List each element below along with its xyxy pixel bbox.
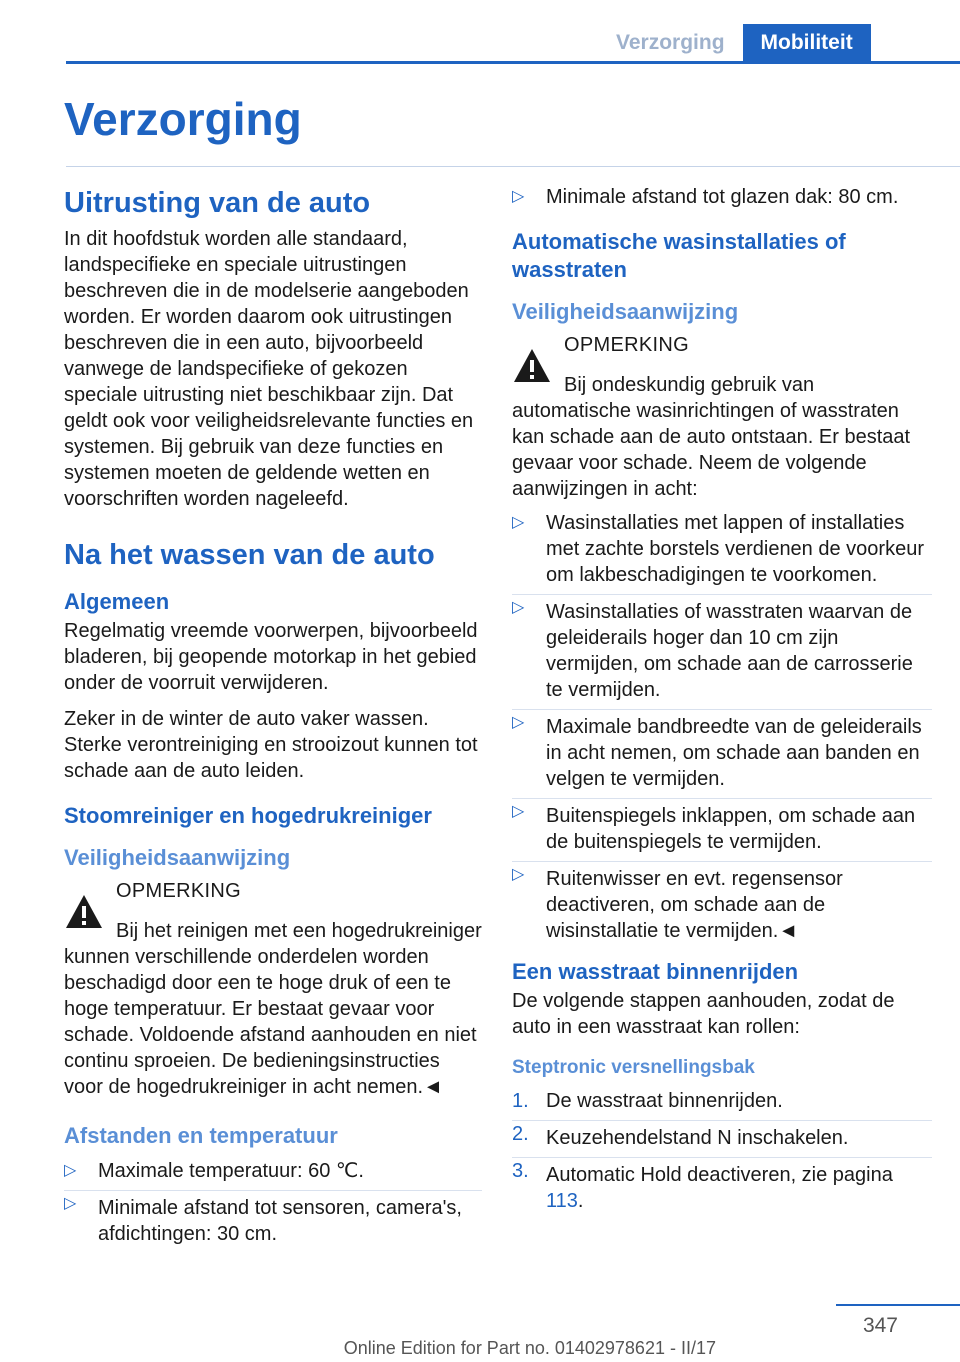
list-item: ▷ Minimale afstand tot sensoren, camera's, afdichtingen: 30 cm. — [64, 1190, 482, 1247]
safety-heading: Veiligheidsaanwijzing — [512, 299, 739, 324]
list-item: ▷ Maximale temperatuur: 60 ℃. — [64, 1160, 364, 1182]
steps-list — [512, 1088, 932, 1214]
equipment-text: In dit hoofdstuk worden alle standaard, landspecifieke en speciale uitrustingen beschreven die in de modelserie aangeboden worden. Er worden daarom ook uitrustingen beschreven die in een auto, bijvoorbeeld vanwege de landspecifieke of gekozen speciale uitrusting niet beschikbaar zijn. Dat geldt ook voor veiligheidsrelevante functies en systemen. Bij gebruik van deze functies en systemen moeten de geldende wetten en voorschriften worden nageleefd. — [64, 228, 474, 510]
triangle-bullet-icon: ▷ — [512, 803, 525, 820]
section-title-after-wash: Na het wassen van de auto — [64, 539, 435, 571]
triangle-bullet-icon: ▷ — [512, 866, 525, 883]
list-item: 1. De wasstraat binnenrijden. — [512, 1090, 783, 1112]
enter-wash-heading: Een wasstraat binnenrijden — [512, 959, 799, 984]
title-divider — [66, 166, 960, 167]
triangle-bullet-icon: ▷ — [512, 514, 525, 531]
enter-wash-text: De volgende stappen aanhouden, zodat de auto in een wasstraat kan rollen: — [512, 990, 895, 1038]
steam-cleaner-heading: Stoomreiniger en hogedrukreiniger — [64, 803, 432, 828]
general-paragraph-1: Regelmatig vreemde voorwerpen, bijvoorbeeld bladeren, bij geopende motorkap in het gebied onder de voorruit verwijderen. — [64, 620, 478, 694]
header-rule — [66, 61, 960, 64]
distances-list — [64, 1158, 482, 1247]
warning-box — [64, 878, 482, 1100]
page-title: Verzorging — [64, 93, 302, 145]
warning-text: Bij ondeskundig gebruik van automatische wasinrichtingen of wasstraten kan schade aan de auto ontstaan. Er bestaat gevaar voor schade. Neem de volgende aanwijzingen in acht: — [512, 374, 911, 500]
general-heading: Algemeen — [64, 589, 170, 614]
triangle-bullet-icon: ▷ — [512, 599, 525, 616]
section-title-equipment: Uitrusting van de auto — [64, 187, 371, 219]
triangle-bullet-icon: ▷ — [512, 188, 525, 205]
list-item: ▷ Minimale afstand tot glazen dak: 80 cm. — [512, 186, 899, 208]
right-column — [512, 184, 932, 1220]
list-item: 3. Automatic Hold deactiveren, zie pagina 113. — [512, 1157, 932, 1214]
tab-verzorging[interactable]: Verzorging — [598, 24, 743, 62]
page-number: 347 — [862, 1314, 898, 1337]
general-paragraph-2: Zeker in de winter de auto vaker wassen. Sterke verontreiniging en strooizout kunnen tot schade aan de auto leiden. — [64, 708, 478, 782]
list-item: ▷ Wasinstallaties of wasstraten waarvan de geleiderails hoger dan 10 cm zijn vermijden, om schade aan de carrosserie te vermijden. — [512, 594, 932, 703]
edition-text: Online Edition for Part no. 01402978621 - II/17 — [343, 1338, 716, 1358]
page-link[interactable]: 113 — [546, 1190, 578, 1212]
warning-label: OPMERKING — [116, 880, 241, 902]
safety-heading: Veiligheidsaanwijzing — [64, 845, 291, 870]
warning-triangle-icon — [512, 346, 552, 386]
steptronic-heading: Steptronic versnellingsbak — [512, 1057, 755, 1078]
warning-triangle-icon — [64, 892, 104, 932]
list-item: ▷ Ruitenwisser en evt. regensensor deactiveren, om schade aan de wisinstallatie te vermijden.◄ — [512, 861, 932, 944]
warning-box — [512, 332, 932, 502]
footer-rule — [836, 1304, 960, 1306]
list-item: ▷ Buitenspiegels inklappen, om schade aan de buitenspiegels te vermijden. — [512, 798, 932, 855]
triangle-bullet-icon: ▷ — [64, 1195, 77, 1212]
left-column — [64, 184, 482, 1253]
header-tabs — [598, 24, 871, 62]
distances-list-continued — [512, 184, 932, 210]
triangle-bullet-icon: ▷ — [512, 714, 525, 731]
car-wash-heading: Automatische wasinstallaties of wasstraten — [512, 229, 846, 282]
distances-heading: Afstanden en temperatuur — [64, 1123, 338, 1148]
list-item: ▷ Maximale bandbreedte van de geleiderails in acht nemen, om schade aan banden en velgen te vermijden. — [512, 709, 932, 792]
warning-text: Bij het reinigen met een hogedrukreiniger kunnen verschillende onderdelen worden beschadigd door een te hoge druk of een te hoge temperatuur. Er bestaat gevaar voor schade. Voldoende afstand aanhouden en niet continu sproeien. De bedieningsinstructies voor de hogedrukreiniger in acht nemen.◄ — [64, 920, 482, 1098]
list-item: ▷ Wasinstallaties met lappen of installaties met zachte borstels verdienen de voorkeur om lakbeschadigingen te voorkomen. — [512, 512, 924, 586]
list-item: 2. Keuzehendelstand N inschakelen. — [512, 1120, 932, 1151]
tab-mobiliteit[interactable]: Mobiliteit — [743, 24, 871, 62]
warning-label: OPMERKING — [564, 334, 689, 356]
car-wash-list — [512, 510, 932, 944]
triangle-bullet-icon: ▷ — [64, 1162, 77, 1179]
